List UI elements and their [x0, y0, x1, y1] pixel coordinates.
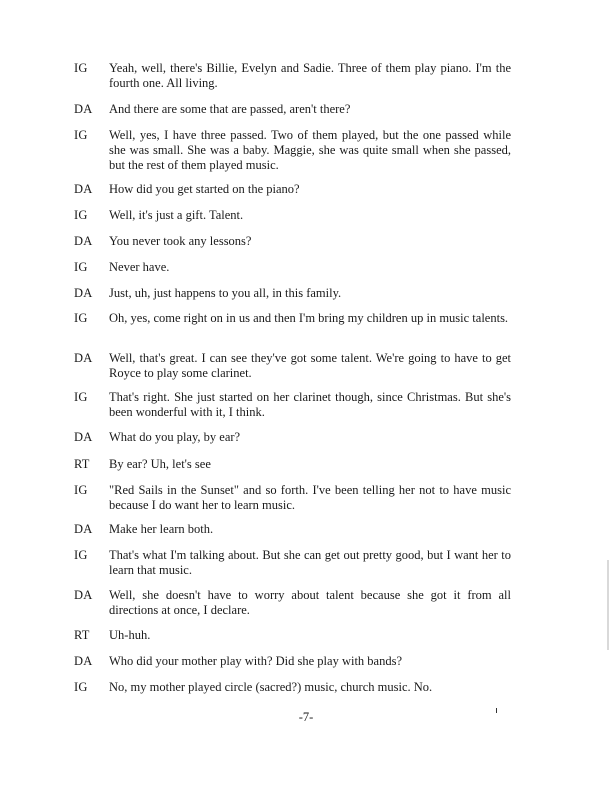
speaker-label: RT — [74, 457, 90, 471]
utterance-text: Well, it's just a gift. Talent. — [109, 208, 244, 222]
speaker-label: IG — [74, 390, 88, 404]
speaker-label: DA — [74, 522, 93, 536]
utterance-text: Make her learn both. — [109, 522, 214, 536]
utterance-text: Just, uh, just happens to you all, in this family. — [109, 286, 342, 300]
utterance-text: That's what I'm talking about. But she can get out pretty good, but I want her to learn that music. — [109, 548, 511, 577]
speaker-label: IG — [74, 260, 88, 274]
utterance-text: No, my mother played circle (sacred?) music, church music. No. — [109, 680, 433, 694]
speaker-label: DA — [74, 430, 93, 444]
utterance-text: Yeah, well, there's Billie, Evelyn and Sadie. Three of them play piano. I'm the fourth one. All living. — [109, 61, 511, 90]
utterance-text: That's right. She just started on her clarinet though, since Christmas. But she's been wonderful with it, I think. — [109, 390, 511, 419]
utterance-text: How did you get started on the piano? — [109, 182, 300, 196]
speaker-label: DA — [74, 351, 93, 365]
speaker-label: DA — [74, 234, 93, 248]
speaker-label: IG — [74, 548, 88, 562]
utterance-text: And there are some that are passed, aren't there? — [109, 102, 351, 116]
speaker-label: IG — [74, 311, 88, 325]
utterance-text: What do you play, by ear? — [109, 430, 241, 444]
speaker-label: DA — [74, 588, 93, 602]
utterance-text: Well, that's great. I can see they've got some talent. We're going to have to get Royce to play some clarinet. — [109, 351, 511, 380]
speaker-label: DA — [74, 654, 93, 668]
scan-speck — [496, 708, 497, 713]
speaker-label: IG — [74, 208, 88, 222]
utterance-text: By ear? Uh, let's see — [109, 457, 211, 471]
utterance-text: Never have. — [109, 260, 170, 274]
utterance-text: Well, she doesn't have to worry about talent because she got it from all directions at once, I declare. — [109, 588, 511, 617]
speaker-label: IG — [74, 483, 88, 497]
page-number: -7- — [298, 710, 314, 724]
utterance-text: You never took any lessons? — [109, 234, 252, 248]
utterance-text: Uh-huh. — [109, 628, 151, 642]
scan-edge-mark — [607, 560, 609, 650]
speaker-label: IG — [74, 61, 88, 75]
utterance-text: Well, yes, I have three passed. Two of them played, but the one passed while she was small. She was a baby. Maggie, she was quite small when she passed, but the rest of them played music. — [109, 128, 511, 172]
speaker-label: IG — [74, 128, 88, 142]
speaker-label: DA — [74, 102, 93, 116]
utterance-text: Oh, yes, come right on in us and then I'm bring my children up in music talents. — [109, 311, 509, 325]
speaker-label: DA — [74, 182, 93, 196]
speaker-label: RT — [74, 628, 90, 642]
utterance-text: "Red Sails in the Sunset" and so forth. I've been telling her not to have music because I do want her to learn music. — [109, 483, 511, 512]
speaker-label: IG — [74, 680, 88, 694]
speaker-label: DA — [74, 286, 93, 300]
utterance-text: Who did your mother play with? Did she play with bands? — [109, 654, 402, 668]
